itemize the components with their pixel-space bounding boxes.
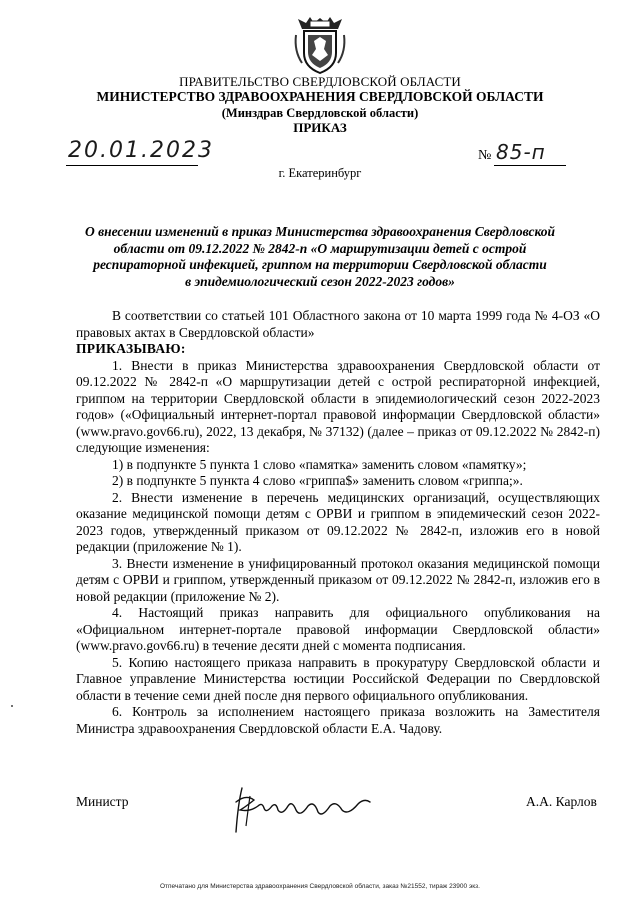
print-footer: Отпечатано для Министерства здравоохранения Свердловской области, заказ №21552, тираж 23900 экз. [160, 883, 480, 890]
paragraph-2: 2. Внести изменение в перечень медицинских организаций, осуществляющих оказание медицинской помощи детям с ОРВИ и гриппом в эпидемический сезон 2022-2023 годов, утвержденный приказом от 09.12.2022 № 2842-п, изложив его в новой редакции (приложение № 1). [76, 489, 600, 554]
order-date: 20.01.2023 [68, 138, 214, 163]
subparagraph-1-1: 1) в подпункте 5 пункта 1 слово «памятка» заменить словом «памятку»; [112, 456, 527, 472]
title-line: области от 09.12.2022 № 2842-п «О маршрутизации детей с острой [113, 240, 527, 256]
government-heading: ПРАВИТЕЛЬСТВО СВЕРДЛОВСКОЙ ОБЛАСТИ [179, 74, 461, 89]
title-line: в эпидемиологический сезон 2022-2023 годов» [185, 273, 455, 289]
paragraph-4: 4. Настоящий приказ направить для официального опубликования на «Официальном интернет-портале правовой информации Свердловской области» (www.pravo.gov66.ru) в течение десяти дней с момента подписания. [76, 605, 600, 653]
signer-name: А.А. Карлов [526, 794, 597, 809]
signer-position: Министр [76, 794, 129, 809]
preamble: В соответствии со статьей 101 Областного закона от 10 марта 1999 года № 4-ОЗ «О правовых актах в Свердловской области» [76, 308, 600, 340]
order-title [80, 224, 560, 290]
document-type: ПРИКАЗ [293, 120, 347, 135]
handwritten-signature [224, 782, 374, 838]
coat-of-arms-icon [292, 15, 348, 75]
paragraph-1: 1. Внести в приказ Министерства здравоохранения Свердловской области от 09.12.2022 № 2842-п «О маршрутизации детей с острой респираторной инфекцией, гриппом на территории Свердловской области в эпидемиологический сезон 2022-2023 годов» («Официальный интернет-портал правовой информации Свердловской области» (www.pravo.gov66.ru), 2022, 13 декабря, № 37132) (далее – приказ от 09.12.2022 № 2842-п) следующие изменения: [76, 357, 600, 455]
scan-speck [11, 705, 13, 707]
title-line: О внесении изменений в приказ Министерства здравоохранения Свердловской [84, 224, 556, 239]
number-sign: № [478, 148, 492, 163]
subparagraph-1-2: 2) в подпункте 5 пункта 4 слово «гриппа$» заменить словом «гриппа;». [112, 473, 523, 488]
ministry-short-name: (Минздрав Свердловской области) [221, 106, 419, 120]
command-word: ПРИКАЗЫВАЮ: [76, 341, 186, 356]
paragraph-6: 6. Контроль за исполнением настоящего приказа возложить на Заместителя Министра здравоохранения Свердловской области Е.А. Чадову. [76, 704, 600, 736]
paragraph-5: 5. Копию настоящего приказа направить в прокуратуру Свердловской области и Главное управление Министерства юстиции Российской Федерации по Свердловской области в течение семи дней после дня первого официального опубликования. [76, 654, 600, 703]
order-body [76, 308, 600, 737]
ministry-heading: МИНИСТЕРСТВО ЗДРАВООХРАНЕНИЯ СВЕРДЛОВСКОЙ ОБЛАСТИ [96, 89, 544, 104]
city-line: г. Екатеринбург [278, 166, 362, 180]
order-number: 85-п [496, 140, 546, 164]
title-line: респираторной инфекцией, гриппом на территории Свердловской области [93, 257, 547, 272]
paragraph-3: 3. Внести изменение в унифицированный протокол оказания медицинской помощи детям с ОРВИ и гриппом, утвержденный приказом от 09.12.2022 № 2842-п, изложив его в новой редакции (приложение № 2). [76, 555, 600, 604]
